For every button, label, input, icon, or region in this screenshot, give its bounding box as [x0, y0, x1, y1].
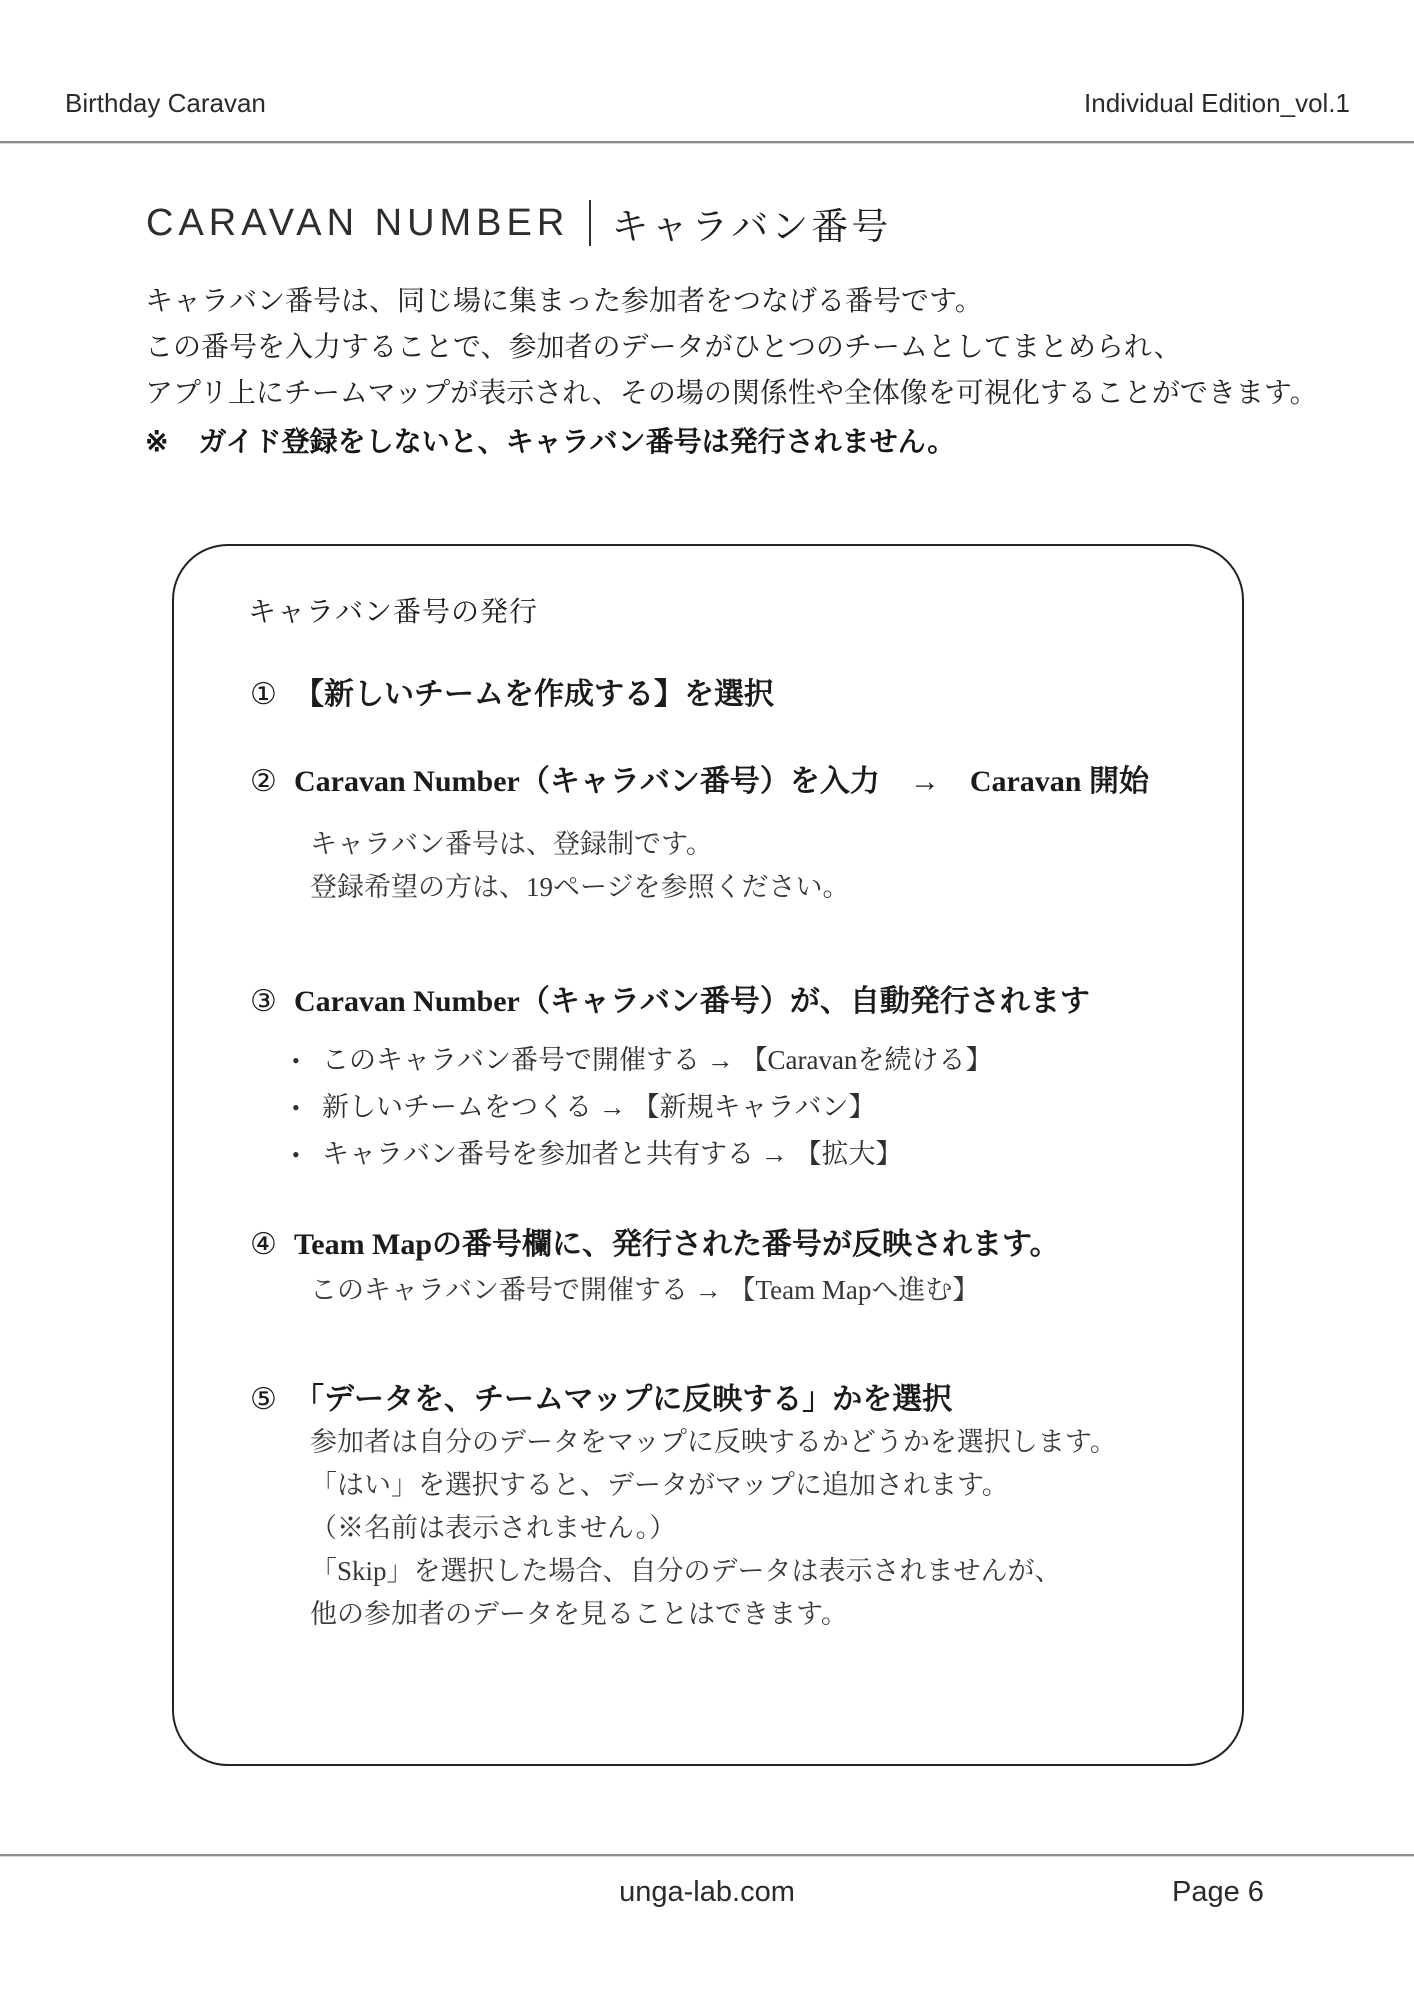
- page-title: [146, 196, 891, 250]
- step-5-notes: [310, 1421, 1117, 1636]
- note-text: ガイド登録をしないと、キャラバン番号は発行されません。: [198, 427, 956, 458]
- page-title-ja: キャラバン番号: [611, 206, 892, 247]
- step-4-number: ④: [250, 1228, 277, 1261]
- page-footer: [0, 1876, 1414, 1909]
- step-2-heading: Caravan Number（キャラバン番号）を入力 → Caravan 開始: [294, 765, 1149, 798]
- step-2: [250, 762, 1149, 802]
- intro-note: [145, 420, 1318, 466]
- header-edition-label: Individual Edition_vol.1: [1084, 88, 1350, 118]
- step-5-note-line: （※名前は表示されません。）: [310, 1513, 677, 1543]
- bullet-item: [292, 1084, 992, 1131]
- bullet-dot: •: [292, 1095, 300, 1120]
- step-1-heading: 【新しいチームを作成する】を選択: [294, 678, 774, 711]
- step-2-note-line: 登録希望の方は、19ページを参照ください。: [310, 872, 850, 902]
- step-5: [250, 1380, 952, 1420]
- step-4-notes: [310, 1269, 979, 1312]
- step-5-note-line: 参加者は自分のデータをマップに反映するかどうかを選択します。: [310, 1427, 1117, 1457]
- bullet-item: [292, 1131, 992, 1178]
- bullet-dot: •: [292, 1048, 300, 1073]
- footer-page-number: Page 6: [1172, 1876, 1264, 1908]
- step-2-notes: [310, 823, 849, 909]
- intro-line: アプリ上にチームマップが表示され、その場の関係性や全体像を可視化することができます。: [145, 378, 1318, 409]
- step-3-bullet-list: [292, 1037, 992, 1178]
- bullet-dot: •: [292, 1142, 300, 1167]
- footer-site-text: unga-lab.com: [619, 1876, 795, 1908]
- footer-divider: [0, 1854, 1414, 1857]
- step-5-heading: 「データを、チームマップに反映する」かを選択: [294, 1383, 953, 1416]
- step-4-note-line: このキャラバン番号で開催する → 【Team Mapへ進む】: [310, 1275, 980, 1305]
- bullet-text: このキャラバン番号で開催する → 【Caravanを続ける】: [322, 1045, 993, 1075]
- intro-line: この番号を入力することで、参加者のデータがひとつのチームとしてまとめられ、: [145, 332, 1182, 363]
- page-header: [65, 88, 1350, 119]
- step-1-number: ①: [250, 678, 277, 711]
- step-5-note-line: 「はい」を選択すると、データがマップに追加されます。: [310, 1470, 1009, 1500]
- step-4: [250, 1225, 1060, 1265]
- step-3-number: ③: [250, 985, 277, 1018]
- step-1: [250, 675, 774, 715]
- step-5-note-line: 「Skip」を選択した場合、自分のデータは表示されませんが、: [310, 1556, 1062, 1586]
- header-divider: [0, 141, 1414, 144]
- intro-line: キャラバン番号は、同じ場に集まった参加者をつなげる番号です。: [145, 286, 983, 317]
- step-5-number: ⑤: [250, 1383, 277, 1416]
- instruction-box: [172, 544, 1244, 1766]
- note-asterisk-mark: ※: [145, 427, 169, 458]
- step-5-note-line: 他の参加者のデータを見ることはできます。: [310, 1599, 848, 1629]
- box-title: キャラバン番号の発行: [248, 596, 539, 627]
- intro-paragraph: [145, 279, 1318, 466]
- page-title-en: CARAVAN NUMBER: [146, 201, 570, 244]
- title-separator-bar: [589, 200, 591, 246]
- step-3: [250, 982, 1090, 1022]
- step-3-heading: Caravan Number（キャラバン番号）が、自動発行されます: [294, 985, 1090, 1018]
- step-2-number: ②: [250, 765, 277, 798]
- bullet-text: キャラバン番号を参加者と共有する → 【拡大】: [322, 1139, 903, 1169]
- step-4-heading: Team Mapの番号欄に、発行された番号が反映されます。: [294, 1228, 1060, 1261]
- bullet-item: [292, 1037, 992, 1084]
- header-booklet-title: Birthday Caravan: [65, 88, 266, 118]
- bullet-text: 新しいチームをつくる → 【新規キャラバン】: [322, 1092, 876, 1122]
- step-2-note-line: キャラバン番号は、登録制です。: [310, 829, 713, 859]
